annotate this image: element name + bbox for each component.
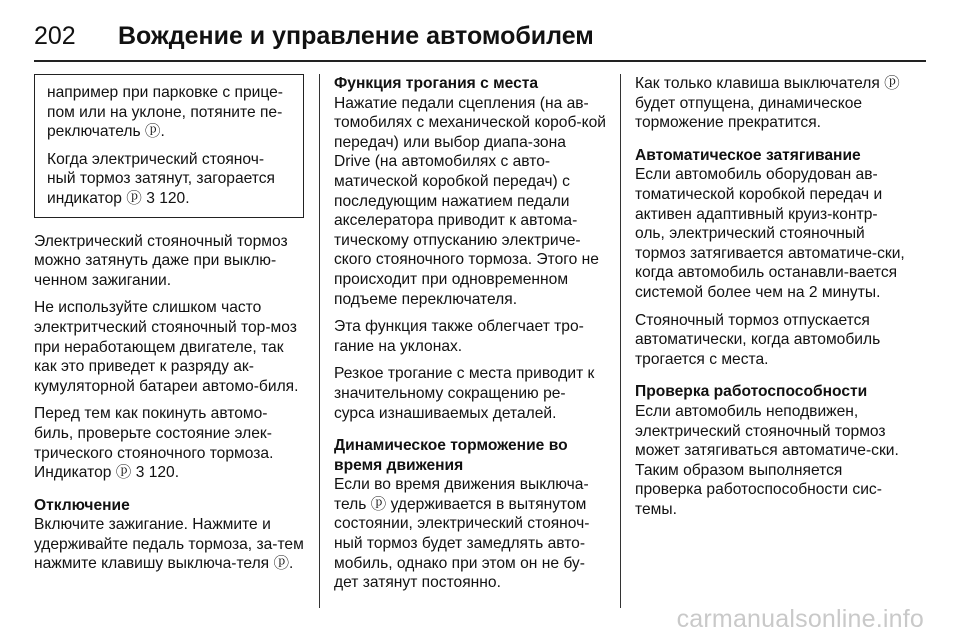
notice-box xyxy=(34,74,304,218)
column-2 xyxy=(334,74,606,601)
column-3 xyxy=(635,74,907,527)
notice-paragraph-1: например при парковке с прице-пом или на уклоне, потяните пе-реключатель ⓟ. xyxy=(47,84,283,141)
notice-paragraph-2: Когда электрический стояноч-ный тормоз затянут, загорается индикатор ⓟ 3 120. xyxy=(47,150,275,207)
section-heading-dynamic-braking: Динамическое торможение во время движения xyxy=(334,437,568,474)
column-divider-1 xyxy=(319,74,320,608)
paragraph: Если во время движения выключа-тель ⓟ удерживается в вытянутом состоянии, электрический стояноч-ный тормоз будет замедлять авто-мобиль, однако при этом он не бу-дет затянут постоянно. xyxy=(334,476,590,592)
paragraph: Если автомобиль оборудован ав-томатической коробкой передач и активен адаптивный круиз-контр-оль, электрический стояночный тормоз затягивается автоматиче-ски, когда автомобиль останавли-вается системой более чем на 2 минуты. xyxy=(635,166,905,301)
column-divider-2 xyxy=(620,74,621,608)
section-heading-disengage: Отключение xyxy=(34,496,130,514)
paragraph: Эта функция также облегчает тро-гание на уклонах. xyxy=(334,318,584,355)
paragraph: Резкое трогание с места приводит к значительному сокращению ре-сурса изнашиваемых деталей. xyxy=(334,365,595,422)
paragraph: Как только клавиша выключателя ⓟ будет отпущена, динамическое торможение прекратится. xyxy=(635,75,900,132)
section-heading-drive-away: Функция трогания с места xyxy=(334,75,539,92)
paragraph: Если автомобиль неподвижен, электрический стояночный тормоз может затягиваться автоматиче-ски. Таким образом выполняется проверка работоспособности сис-темы. xyxy=(635,402,899,518)
section-heading-function-check: Проверка работоспособности xyxy=(635,383,868,401)
paragraph: Перед тем как покинуть автомо-биль, проверьте состояние элек-трического стояночного тормоза. Индикатор ⓟ 3 120. xyxy=(34,405,274,482)
page-title: Вождение и управление автомобилем xyxy=(118,21,594,50)
page-number: 202 xyxy=(34,21,76,50)
paragraph: Включите зажигание. Нажмите и удерживайте педаль тормоза, за-тем нажмите клавишу выключа-теля ⓟ. xyxy=(34,516,304,573)
column-1 xyxy=(34,74,304,582)
paragraph: Нажатие педали сцепления (на ав-томобилях с механической короб-кой передач) или выбор диапа-зона Drive (на автомобилях с авто-матической коробкой передач) с последующим нажатием педали акселератора приводит к автома-тическому отпусканию электриче-ского стояночного тормоза. Этого не происходит при одновременном подъеме переключателя. xyxy=(334,94,606,308)
page-header xyxy=(34,16,934,56)
header-divider xyxy=(34,60,926,62)
section-heading-automatic-apply: Автоматическое затягивание xyxy=(635,146,861,164)
paragraph: Не используйте слишком часто электритческий стояночный тор-моз при неработающем двигателе, так как это приведет к разряду ак-кумуляторной батареи автомо-биля. xyxy=(34,299,299,395)
watermark: carmanualsonline.info xyxy=(676,605,924,633)
paragraph: Электрический стояночный тормоз можно затянуть даже при выклю-ченном зажигании. xyxy=(34,232,288,289)
paragraph: Стояночный тормоз отпускается автоматически, когда автомобиль трогается с места. xyxy=(635,311,881,368)
